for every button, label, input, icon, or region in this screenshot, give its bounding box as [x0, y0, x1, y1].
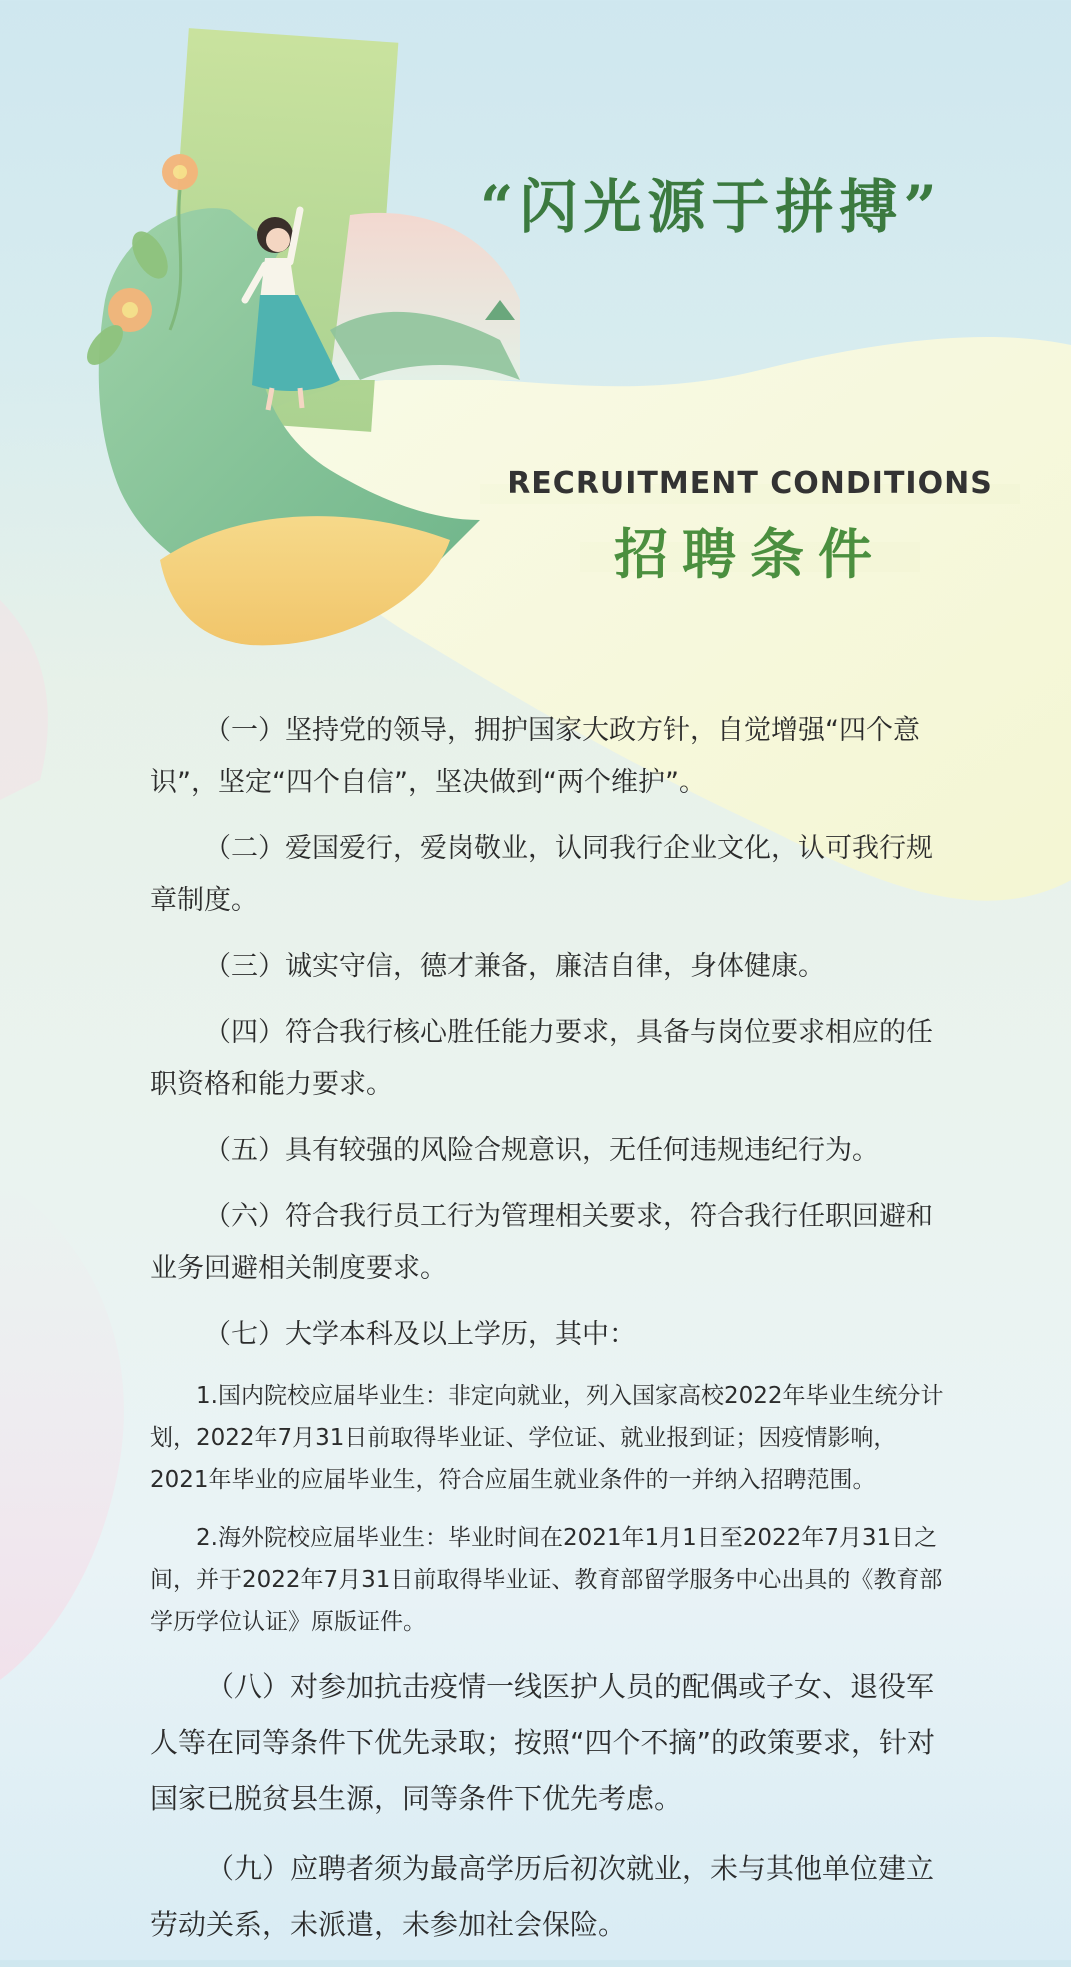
conditions-list [150, 705, 950, 1967]
condition-item-6: （六）符合我行员工行为管理相关要求，符合我行任职回避和业务回避相关制度要求。 [150, 1201, 933, 1284]
condition-item-3: （三）诚实守信，德才兼备，廉洁自律，身体健康。 [204, 951, 825, 982]
condition-item-4: （四）符合我行核心胜任能力要求，具备与岗位要求相应的任职资格和能力要求。 [150, 1017, 933, 1100]
heading-english-text: RECRUITMENT CONDITIONS [507, 466, 993, 501]
condition-item-5: （五）具有较强的风险合规意识，无任何违规违纪行为。 [204, 1135, 879, 1166]
slogan-title: “闪光源于拼搏” [480, 173, 943, 241]
section-heading-english [490, 466, 1010, 504]
condition-item-2: （二）爱国爱行，爱岗敬业，认同我行企业文化，认可我行规章制度。 [150, 833, 933, 916]
condition-item-8: （八）对参加抗击疫情一线医护人员的配偶或子女、退役军人等在同等条件下优先录取；按照“四个不摘”的政策要求，针对国家已脱贫县生源，同等条件下优先考虑。 [150, 1670, 936, 1815]
education-item-domestic: 1.国内院校应届毕业生：非定向就业，列入国家高校2022年毕业生统分计划，2022年7月31日前取得毕业证、学位证、就业报到证；因疫情影响，2021年毕业的应届毕业生，符合应届生就业条件的一并纳入招聘范围。 [150, 1383, 944, 1493]
condition-item-1: （一）坚持党的领导，拥护国家大政方针，自觉增强“四个意识”，坚定“四个自信”，坚决做到“两个维护”。 [150, 715, 920, 798]
section-heading-chinese [580, 512, 920, 586]
condition-item-7: （七）大学本科及以上学历，其中： [204, 1319, 636, 1350]
heading-chinese-text: 招聘条件 [614, 522, 886, 586]
education-item-overseas: 2.海外院校应届毕业生：毕业时间在2021年1月1日至2022年7月31日之间，并于2022年7月31日前取得毕业证、教育部留学服务中心出具的《教育部学历学位认证》原版证件。 [150, 1525, 943, 1635]
hero-illustration [0, 0, 1071, 680]
condition-item-9: （九）应聘者须为最高学历后初次就业，未与其他单位建立劳动关系，未派遣，未参加社会保险。 [150, 1852, 935, 1941]
